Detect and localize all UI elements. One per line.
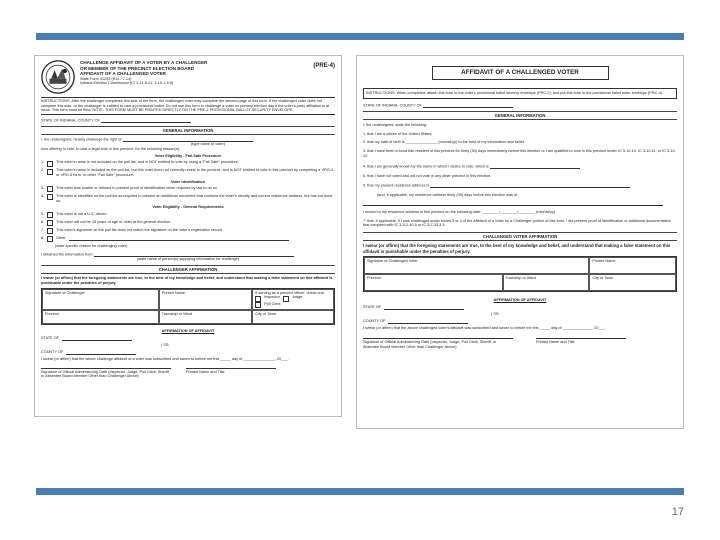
- township-cell[interactable]: Township or Ward: [503, 274, 590, 291]
- item-number: 7.: [41, 227, 45, 232]
- item-text: This voter is identified on the poll list as required to present an additional document that confirms the voter's identity and current residence address, but has not done so.: [56, 193, 333, 203]
- item-text: This voter's name is not included on the poll list, and is NOT entitled to vote by using a "Fail Safe" procedure.: [56, 160, 239, 165]
- state-of-label: STATE OF: [41, 336, 59, 341]
- checkbox[interactable]: [47, 161, 53, 167]
- affirmation-text: I swear (or affirm) that the foregoing statements are true, to the best of my knowledge and belief, and understand that making a false statement on this affidavit is punishable under the penalties of perjury.: [41, 276, 333, 286]
- item-number: 4.: [41, 193, 45, 198]
- signature-cell[interactable]: Signature of Challenger: [42, 289, 159, 311]
- county-of-label: COUNTY OF: [41, 349, 64, 354]
- officer-cell: [252, 289, 334, 311]
- item-number: 3.: [41, 185, 45, 190]
- prior-address-blank[interactable]: [363, 201, 663, 206]
- state-of-row: [41, 336, 335, 341]
- obtained-info-text: I obtained the information from: [41, 252, 93, 257]
- item-number: 2.: [41, 168, 45, 173]
- challenge-item: [41, 186, 335, 193]
- item-number: 6.: [41, 219, 45, 224]
- state-of-blank[interactable]: [62, 336, 132, 341]
- ss-row: [41, 343, 335, 348]
- statement-item-row: [363, 164, 677, 169]
- precinct-cell[interactable]: Precinct: [42, 310, 159, 324]
- challenge-reason-text: now offering to vote, to cast a legal vote in this precinct, for the following reason(s):: [41, 147, 181, 152]
- statement-item: 4. that I am generally known by the name in which I desire to vote, which is: [363, 163, 489, 168]
- state-of-row: [363, 305, 677, 310]
- page-number: 17: [671, 506, 684, 518]
- item-number: 5.: [41, 211, 45, 216]
- poll-clerk-label: Poll Clerk: [264, 301, 281, 306]
- item-number: 1.: [41, 160, 45, 165]
- item-text: This voter was unable or refused to present proof of identification when required by law to do so.: [56, 185, 218, 190]
- challenge-item: [41, 220, 335, 227]
- left-affirmation-of-affidavit: [41, 329, 335, 379]
- item-text: This voter's name is included on the poll list, but this voter does not currently reside in the precinct, and is NOT entitled to vote in this precinct by completing a VRG-4 or VRG-5 form, or other "Fail Safe" procedure.: [56, 168, 334, 177]
- title-line: AFFIDAVIT OF A CHALLENGED VOTER: [80, 71, 166, 76]
- left-form-title-block: [80, 60, 308, 86]
- judge-checkbox[interactable]: [283, 296, 289, 302]
- general-information-header: GENERAL INFORMATION: [41, 126, 335, 135]
- challenged-voter-affidavit-form: [356, 55, 684, 429]
- sworn-text: I swear (or affirm) that the above challenged voter's affidavit was subscribed and sworn to before me this _____ day of ______________, 20___.: [363, 325, 606, 330]
- signature-row: [41, 368, 335, 379]
- statement-item: 1. that I am a citizen of the United States,: [363, 131, 433, 136]
- statement-item: 5. that I have not voted and will not vote in any other precinct in this election.: [363, 173, 492, 178]
- county-of-label: COUNTY OF: [363, 318, 386, 323]
- township-cell[interactable]: Township or Ward: [159, 310, 252, 324]
- statement-item: 2. that my date of birth is _______________ (mm/dd/yy) to the best of my information and belief.: [363, 140, 525, 145]
- officer-options: [255, 302, 331, 309]
- printed-name-title-caption: Printed Name and Title: [186, 368, 276, 375]
- checkbox[interactable]: [47, 228, 53, 234]
- inspector-checkbox[interactable]: [255, 296, 261, 302]
- state-county-line: [363, 103, 677, 108]
- name-blank[interactable]: [490, 164, 580, 169]
- source-caption: (state name of person(s) supplying information for challenge): [136, 257, 240, 262]
- state-of-label: STATE OF: [363, 304, 381, 309]
- item-text: Other: [56, 235, 66, 240]
- right-affirmation-of-affidavit: [363, 298, 677, 350]
- judge-label: Judge: [291, 295, 303, 300]
- item-text: This voter's signature on the poll list does not match the signature on the voter's registration record.: [56, 227, 223, 232]
- statement-item: I moved to my residence address in this precinct on the following date: ________/________/________ (mm/dd/yy): [363, 209, 556, 214]
- challenger-affirmation-header: CHALLENGER AFFIRMATION: [41, 265, 335, 274]
- challenge-item: [41, 194, 335, 203]
- inspector-label: Inspector: [264, 295, 280, 300]
- voter-name-blank[interactable]: [123, 137, 253, 142]
- printed-name-cell[interactable]: Printed Name: [589, 257, 676, 274]
- challenge-item: [41, 168, 335, 177]
- voter-identification-header: Voter Identification: [170, 179, 206, 184]
- signature-cell[interactable]: Signature of Challenged Voter: [364, 257, 589, 274]
- statement-item: 7. that, if applicable, if I was challenged under boxes 3 or 4 of the Affidavit of a Voter by a Challenger portion of this form, I did present proof of identification or additional documentation that complied with IC 3-5-2-40.5 or IC 3-7-33-4.5.: [363, 218, 671, 228]
- undersigned-text: I, the undersigned, hereby challenge the right of: [41, 137, 122, 142]
- title-line: OR MEMBER OF THE PRECINCT ELECTION BOARD: [80, 65, 195, 71]
- challenged-voter-affirmation-header: CHALLENGED VOTER AFFIRMATION: [363, 232, 677, 241]
- state-county-label: STATE OF INDIANA, COUNTY OF: [363, 102, 422, 107]
- county-of-blank[interactable]: [66, 350, 136, 355]
- fail-safe-header: Voter Eligibility - Fail-Safe Procedure: [154, 153, 222, 158]
- state-county-label: STATE OF INDIANA, COUNTY OF: [41, 118, 100, 123]
- item-number: 8.: [41, 235, 45, 240]
- affirmation-text: I swear (or affirm) that the foregoing statements are true, to the best of my knowledge and belief, and understand that making a false statement on this affidavit is punishable under the penalties of perjury.: [363, 243, 671, 254]
- county-blank[interactable]: [101, 118, 191, 123]
- item-text: This voter will not be 18 years of age or older at the general election.: [56, 219, 172, 224]
- form-code: (PRE-4): [313, 63, 335, 69]
- county-of-blank[interactable]: [388, 319, 468, 324]
- statement-item: 3. that I have been a bona fide resident of this precinct for thirty (30) days immediately before this election or I am qualified to vote in this precinct under IC 3-10-10, IC 3-10-11, or IC 3-10-12.: [363, 149, 676, 158]
- challenge-item: [41, 236, 335, 243]
- bottom-accent-band: [36, 488, 684, 495]
- indiana-state-seal-icon: [41, 60, 75, 94]
- top-accent-band: [36, 33, 684, 40]
- sworn-text: I swear (or affirm) that the above challenge affidavit of a voter was subscribed and sworn to before me this _____ day of _______________, 20___.: [41, 356, 289, 361]
- official-signature-caption: Signature of Official Administering Oath (Inspector, Judge, Poll Clerk, Sheriff, or Absentee Board Member Other than Challenger Above): [41, 369, 170, 379]
- printed-name-cell[interactable]: Printed Name: [159, 289, 252, 311]
- challenger-table: [41, 288, 335, 326]
- left-instructions: INSTRUCTIONS: After the challenger completes this side of the form, the challenged voter may complete the second page of this form. If the challenged voter does not complete this side, or the challenger is entitled to cast a provisional ballot. Do not use this form to challenge a voter on primary election day if the voter's party affiliation is at issue. This form must be filed. NOTE: THIS FORM MUST BE PRINTED DIRECTLY ON THE PRE-2 PROVISIONAL BALLOT SECURITY ENVELOPE.: [41, 97, 335, 115]
- challenged-voter-table: [363, 256, 677, 292]
- checkbox[interactable]: [47, 194, 53, 200]
- affirmation-affidavit-header: AFFIRMATION OF AFFIDAVIT: [161, 329, 215, 334]
- checkbox[interactable]: [47, 186, 53, 192]
- challenge-item: [41, 228, 335, 235]
- official-signature-caption: Signature of Official Administering Oath (Inspector, Judge, Poll Clerk, Sheriff, or Absentee Board Member Other than Challenger Above): [363, 338, 513, 349]
- other-caption: (state specific reason for challenging voter): [55, 243, 128, 248]
- challenge-item: [41, 212, 335, 219]
- general-information-header: GENERAL INFORMATION: [363, 111, 677, 120]
- checkbox[interactable]: [47, 220, 53, 226]
- statement-item: 6. that my present residence address is: [363, 183, 430, 188]
- challenge-affidavit-form: [34, 55, 342, 417]
- undersigned-text: I, the undersigned, state the following:: [363, 122, 427, 127]
- printed-name-title-caption: Printed Name and Title: [536, 338, 626, 345]
- other-reason-blank[interactable]: [69, 236, 289, 241]
- challenge-item: [41, 160, 335, 167]
- checkbox[interactable]: [47, 169, 53, 175]
- poll-clerk-checkbox[interactable]: [255, 302, 261, 308]
- left-form-header: [41, 60, 335, 94]
- ss-label: ) SS:: [161, 343, 170, 348]
- state-form-number: State Form 41253 (R11 / 7-14): [80, 76, 132, 81]
- city-cell[interactable]: City or Town: [589, 274, 676, 291]
- statement-item-row: [363, 183, 677, 188]
- city-cell[interactable]: City or Town: [252, 310, 334, 324]
- county-of-row: [363, 319, 677, 324]
- state-county-line: [41, 118, 335, 123]
- ss-label: ) SS:: [491, 311, 500, 316]
- residence-blank[interactable]: [430, 183, 630, 188]
- ss-row: [363, 312, 677, 317]
- officer-prompt: If serving as a precinct officer, check one:: [255, 290, 325, 295]
- precinct-cell[interactable]: Precinct: [364, 274, 503, 291]
- signature-row: [363, 338, 677, 349]
- statement-item: (and, if applicable, my residence address thirty (30) days before this election was at: [377, 193, 518, 198]
- commission-citation: Indiana Election Commission (IC 3-11-8-21; 3-10-1-9.5): [80, 81, 174, 86]
- state-of-blank[interactable]: [384, 305, 464, 310]
- checkbox[interactable]: [47, 236, 53, 242]
- affirmation-affidavit-header: AFFIRMATION OF AFFIDAVIT: [493, 298, 547, 303]
- name-caption: (type name of voter): [191, 142, 225, 147]
- general-requirements-header: Voter Eligibility - General Requirements: [152, 205, 224, 210]
- county-of-row: [41, 350, 335, 355]
- right-form-title: AFFIDAVIT OF A CHALLENGED VOTER: [432, 66, 609, 80]
- checkbox[interactable]: [47, 212, 53, 218]
- right-instructions: INSTRUCTIONS: When completed, attach this form to the voter's provisional ballot secrecy envelope (PRC-2), and put this form in the provisional ballot outer envelope (PRC-4).: [363, 88, 677, 99]
- title-line: CHALLENGE AFFIDAVIT OF A VOTER BY A CHALLENGER: [80, 60, 208, 65]
- item-text: This voter is not a U.S. citizen.: [56, 211, 108, 216]
- county-blank[interactable]: [423, 103, 513, 108]
